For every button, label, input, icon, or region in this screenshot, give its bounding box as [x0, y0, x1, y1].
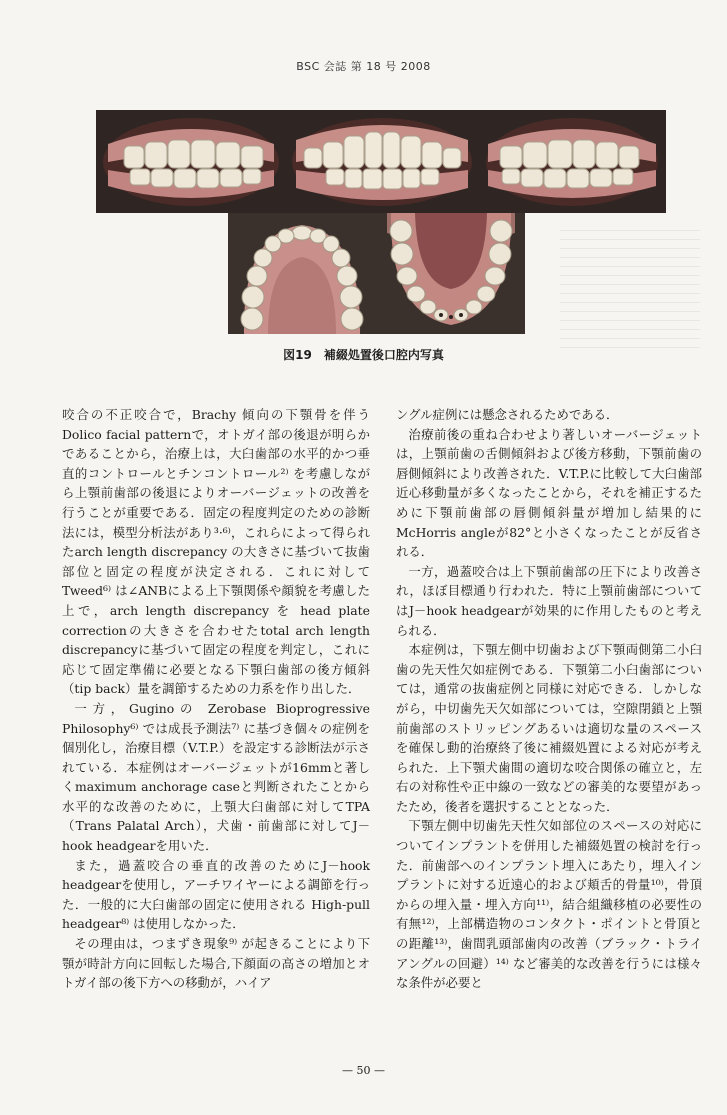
left-column	[62, 405, 370, 993]
year: 2008	[400, 60, 431, 73]
photo-lower-occlusal	[377, 213, 525, 334]
paragraph: 下顎左側中切歯先天性欠如部位のスペースの対応についてインプラントを併用した補綴処置の検討を行った．前歯部へのインプラント埋入にあたり，埋入インプラントに対する近遠心的および頬舌的骨量¹⁰⁾，骨頂からの埋入量・埋入方向¹¹⁾，結合組織移植の必要性の有無¹²⁾，上部構造物のコンタクト・ポイントと骨頂との距離¹³⁾，歯間乳頭部歯肉の改善（ブラック・トライアングルの回避）¹⁴⁾ など審美的な改善を行うには様々な条件が必要と	[396, 818, 702, 991]
paragraph: 一方，過蓋咬合は上下顎前歯部の圧下により改善され，ほぼ目標通り行われた．特に上顎前歯部についてはJ－hook headgearが効果的に作用したものと考えられる．	[396, 563, 702, 638]
paragraph: 治療前後の重ね合わせより著しいオーバージェットは，上顎前歯の舌側傾斜および後方移動，下顎前歯の唇側傾斜により改善された．V.T.P.に比較して大臼歯部近心移動量が多くなったことから，それを補正するために下顎前歯部の唇側傾斜量が増加し結果的にMcHorris angleが82°と小さくなったことが反省される．	[396, 426, 702, 560]
photo-frontal	[286, 110, 478, 213]
paragraph: 本症例は，下顎左側中切歯および下顎両側第二小臼歯の先天性欠如症例である．下顎第二小臼歯部については，通常の抜歯症例と同様に対応できる．しかしながら，中切歯先天欠如部については，空隙閉鎖と上顎前歯部のストリッピングあるいは適切な量のスペースを確保し動的治療終了後に補綴処置による対応が考えられた．上下顎犬歯間の適切な咬合関係の確立と，左右の対称性や正中線の一致などの審美的な要望があったため，後者を選択することとなった．	[396, 642, 702, 814]
photo-upper-occlusal	[228, 213, 377, 334]
paragraph: 咬合の不正咬合で，Brachy 傾向の下顎骨を伴う Dolico facial patternで，オトガイ部の後退が明らかであることから，治療上は，大臼歯部の水平的かつ垂直的コントロールとチンコントロール²⁾ を考慮しながら上顎前歯部の後退によりオーバージェットの改善を行うことが重要である．固定の程度判定のための診断法には，模型分析法があり³·⁶⁾，これらによって得られたarch length discrepancy の大きさに基づいて抜歯部位と固定の程度が決定される．これに対して Tweed⁶⁾ は∠ANBによる上下顎関係や顔貌を考慮した上で，arch length discrepancy を head plate correctionの大きさを合わせたtotal arch length discrepancyに基づいて固定の程度を判定し，これに応じて固定準備に必要となる下顎臼歯部の後方傾斜（tip back）量を調節するための力系を作り出した．	[62, 407, 370, 697]
photo-right-lateral	[96, 110, 286, 213]
photo-left-lateral	[478, 110, 666, 213]
page-number: — 50 —	[342, 1064, 385, 1077]
paragraph: ングル症例には懸念されるためである．	[396, 407, 619, 422]
figure-caption: 図19 補綴処置後口腔内写真	[283, 348, 444, 362]
journal-name: BSC 会誌	[296, 60, 347, 73]
paragraph: また，過蓋咬合の垂直的改善のためにJ－hook headgearを使用し，アーチワイヤーによる調節を行った．一般的に大臼歯部の固定に使用される High-pull headgear⁸⁾ は使用しなかった．	[62, 857, 370, 932]
paragraph: 一方，Guginoの Zerobase Bioprogressive Philosophy⁶⁾ では成長予測法⁷⁾ に基づき個々の症例を個別化し，治療目標（V.T.P.）を設定する診断法が示されている．本症例はオーバージェットが16mmと著しくmaximum anchorage caseと判断されたことから水平的な改善のために，上顎大臼歯部に対してTPA（Trans Palatal Arch），犬歯・前歯部に対してJ－hook headgearを用いた．	[62, 700, 370, 854]
paragraph: その理由は，つまずき現象⁹⁾ が起きることにより下顎が時計方向に回転した場合,下顔面の高さの増加とオトガイ部の後下方への移動が，ハイア	[62, 936, 370, 991]
running-header	[0, 58, 727, 74]
bleed-through	[560, 230, 700, 350]
right-column	[396, 405, 702, 993]
issue-number: 第 18 号	[350, 60, 397, 73]
